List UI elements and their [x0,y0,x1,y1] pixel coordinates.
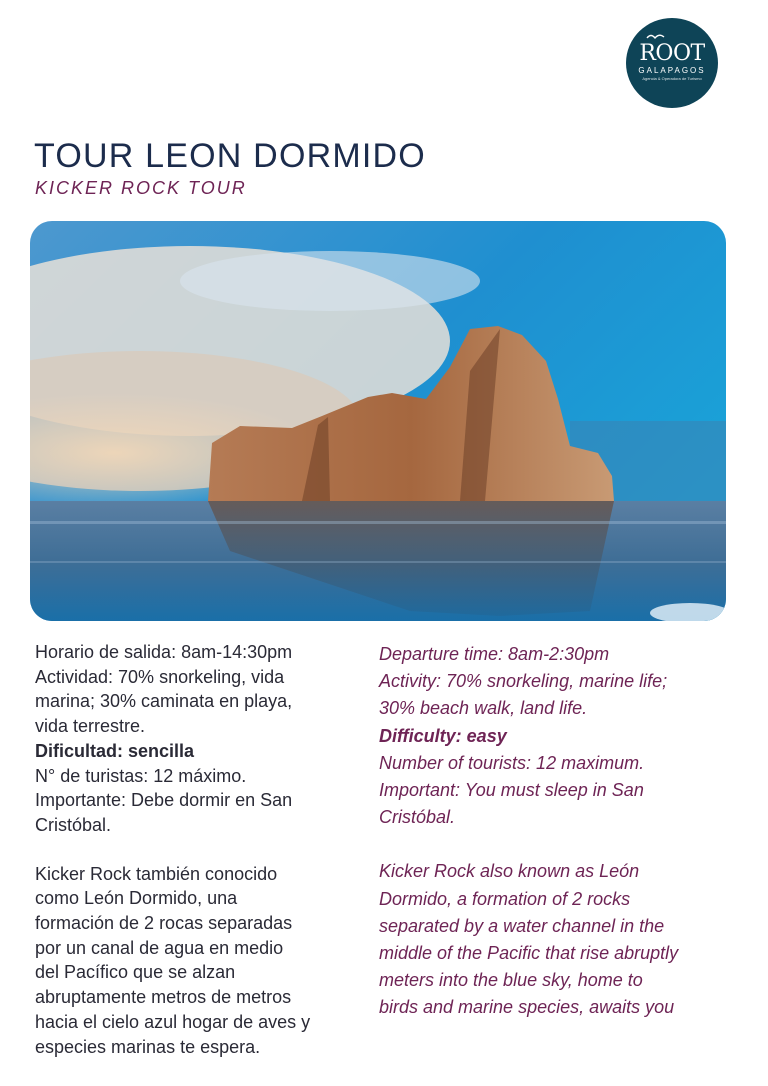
desc-es-line: abruptamente metros de metros [35,987,292,1008]
desc-es-line: hacia el cielo azul hogar de aves y [35,1011,311,1032]
company-logo [626,18,718,108]
logo-sub: GALAPAGOS [638,66,706,75]
desc-es-line: como León Dormido, una [35,888,238,909]
desc-en-line: Kicker Rock also known as León [379,861,640,882]
departure-es: Horario de salida: 8am-14:30pm [35,642,293,662]
page-subtitle: KICKER ROCK TOUR [35,178,247,198]
kicker-rock-photo [30,221,726,621]
desc-en-line: Dormido, a formation of 2 rocks [379,888,631,909]
activity-es-2: marina; 30% caminata en playa, [35,691,293,712]
tourists-en: Number of tourists: 12 maximum. [379,752,645,773]
activity-en-1: Activity: 70% snorkeling, marine life; [379,671,668,692]
important-es-1: Importante: Debe dormir en San [35,790,293,811]
spanish-column [35,640,355,1059]
activity-en-2: 30% beach walk, land life. [379,698,588,719]
english-column [379,641,749,1022]
activity-es-1: Actividad: 70% snorkeling, vida [35,666,285,687]
difficulty-en: Difficulty: easy [379,725,507,746]
desc-en-line: middle of the Pacific that rise abruptly [379,943,679,964]
important-en-1: Important: You must sleep in San [379,780,644,801]
desc-es-line: por un canal de agua en medio [35,937,284,958]
important-es-2: Cristóbal. [35,814,112,835]
logo-tagline: Agencia & Operadora de Turismo [642,76,702,81]
desc-es-line: especies marinas te espera. [35,1036,261,1057]
page-title: TOUR LEON DORMIDO [34,137,426,175]
desc-en-line: separated by a water channel in the [379,915,665,936]
important-en-2: Cristóbal. [379,807,456,828]
desc-es-line: del Pacífico que se alzan [35,962,236,983]
tourists-es: N° de turistas: 12 máximo. [35,765,247,786]
desc-es-line: Kicker Rock también conocido [35,863,278,884]
activity-es-3: vida terrestre. [35,716,146,737]
difficulty-es: Dificultad: sencilla [35,740,195,761]
desc-es-line: formación de 2 rocas separadas [35,913,293,934]
logo-brand: ROOT [639,41,705,66]
desc-en-line: birds and marine species, awaits you [379,997,675,1018]
departure-en: Departure time: 8am-2:30pm [379,644,610,664]
desc-en-line: meters into the blue sky, home to [379,970,643,991]
